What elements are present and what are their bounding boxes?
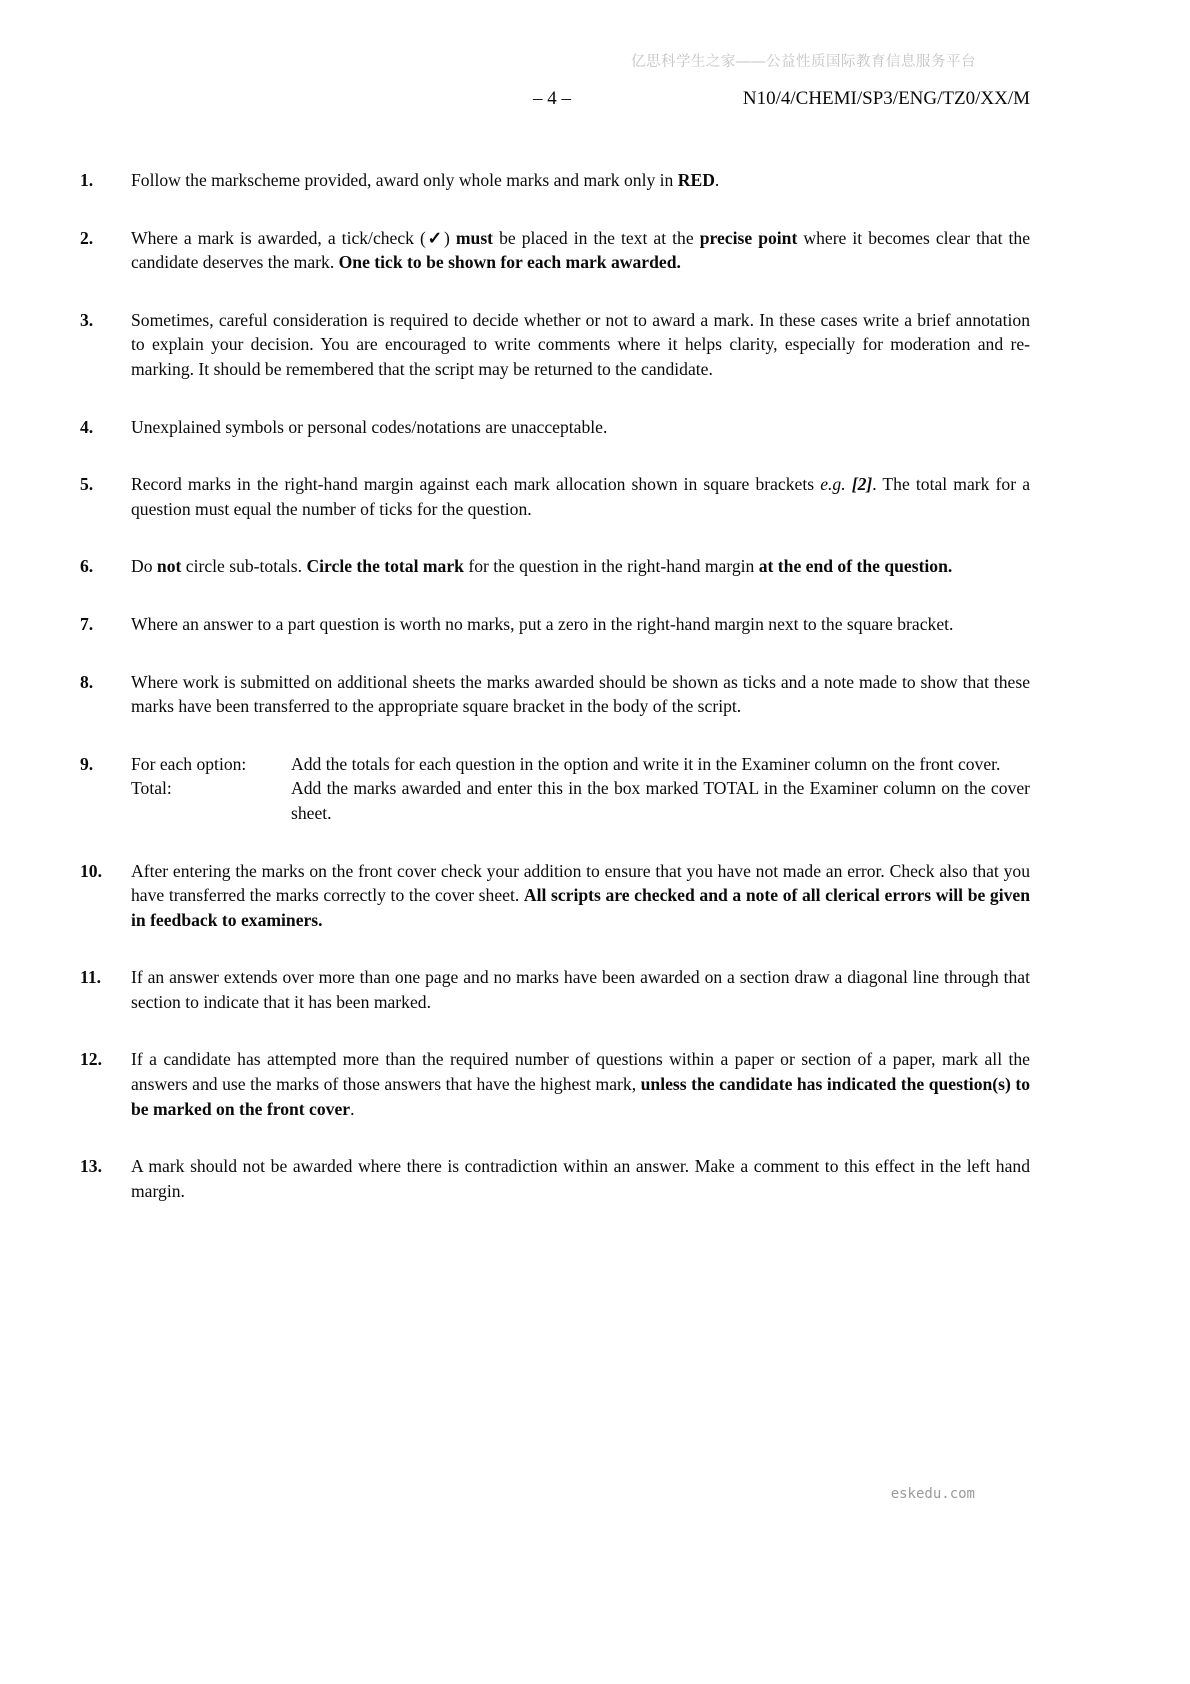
item-number: 1. — [80, 170, 94, 190]
text-segment: for the question in the right-hand margin — [463, 556, 759, 577]
instruction-item — [80, 554, 1030, 579]
instruction-item — [80, 752, 1030, 826]
text-segment: e.g. — [820, 474, 852, 495]
instruction-item — [80, 1154, 1030, 1203]
text-segment: All scripts are checked and a note of all clerical errors will be given in feedback to examiners. — [131, 885, 1030, 930]
item-text — [131, 415, 1030, 440]
item-text — [131, 168, 1030, 193]
item-number: 3. — [80, 309, 94, 330]
document-code: N10/4/CHEMI/SP3/ENG/TZ0/XX/M — [742, 88, 1030, 109]
sub-row-label: For each option: — [131, 753, 247, 774]
item-number: 8. — [80, 671, 94, 692]
text-segment: ) — [443, 227, 456, 248]
item-number: 11. — [80, 967, 102, 988]
item-number: 9. — [80, 753, 94, 774]
instructions-list — [80, 168, 1030, 1236]
instruction-item — [80, 308, 1030, 382]
text-segment: precise point — [699, 227, 798, 248]
instruction-item — [80, 168, 1030, 193]
text-segment: One tick to be shown for each mark awarded. — [338, 252, 681, 273]
instruction-item — [80, 670, 1030, 719]
item-number: 4. — [80, 416, 94, 437]
text-segment: [2] — [851, 474, 873, 495]
text-segment: . The total mark for a question must equal the number of ticks for the question. — [131, 474, 1031, 519]
text-segment: After entering the marks on the front cover check your addition to ensure that you have not made an error. Check also that you have transferred the marks correctly to the cover sheet. — [131, 860, 1030, 906]
instruction-item — [80, 1047, 1030, 1121]
instruction-item — [80, 226, 1030, 275]
item-text — [131, 612, 1030, 637]
item-text — [131, 1047, 1030, 1121]
text-segment: RED — [677, 170, 715, 190]
item-text — [131, 859, 1030, 933]
text-segment: Record marks in the right-hand margin against each mark allocation shown in square brackets — [131, 474, 821, 495]
text-segment: at the end of the question. — [758, 556, 953, 577]
labeled-sub-row — [131, 776, 1030, 825]
sub-row-label: Total: — [131, 778, 172, 799]
text-segment: Where work is submitted on additional sheets the marks awarded should be shown as ticks and a note made to show that these marks have been transferred to the appropriate square bracket in the body of the script. — [131, 671, 1030, 717]
item-number: 6. — [80, 556, 94, 577]
text-segment: circle sub-totals. — [181, 556, 307, 577]
instruction-item — [80, 859, 1030, 933]
text-segment: Circle the total mark — [306, 556, 464, 577]
text-segment: unless the candidate has indicated the question(s) to be marked on the front cover — [131, 1074, 1031, 1119]
item-text — [131, 472, 1030, 521]
text-segment: A mark should not be awarded where there is contradiction within an answer. Make a comment to this effect in the left hand margin. — [131, 1156, 1030, 1201]
sub-row-text: Add the totals for each question in the option and write it in the Examiner column on the front cover. — [291, 753, 1001, 774]
labeled-sub-row — [131, 752, 1030, 777]
text-segment: be placed in the text at the — [493, 227, 700, 248]
item-number: 13. — [80, 1156, 102, 1177]
text-segment: If an answer extends over more than one page and no marks have been awarded on a section draw a diagonal line through that section to indicate that it has been marked. — [131, 967, 1030, 1012]
text-segment: Follow the markscheme provided, award only whole marks and mark only in — [131, 170, 678, 190]
text-segment: not — [156, 556, 182, 577]
text-segment: Where an answer to a part question is worth no marks, put a zero in the right-hand margin next to the square bracket. — [131, 613, 954, 634]
watermark-text: 亿思科学生之家——公益性质国际教育信息服务平台 — [631, 54, 976, 70]
item-number: 2. — [80, 227, 94, 248]
item-number: 7. — [80, 613, 94, 634]
text-segment: Where a mark is awarded, a tick/check ( — [131, 227, 426, 248]
text-segment: Sometimes, careful consideration is required to decide whether or not to award a mark. In these cases write a brief annotation to explain your decision. You are encouraged to write comments where it helps clarity, especially for moderation and re-marking. It should be remembered that the script may be returned to the candidate. — [131, 309, 1030, 379]
instruction-item — [80, 415, 1030, 440]
item-number: 12. — [80, 1049, 102, 1070]
text-segment: must — [455, 227, 494, 248]
text-segment: If a candidate has attempted more than the required number of questions within a paper or section of a paper, mark all the answers and use the marks of those answers that have the highest mark, — [131, 1049, 1030, 1095]
item-text — [131, 670, 1030, 719]
item-text — [131, 1154, 1030, 1203]
page-number: – 4 – — [533, 88, 571, 109]
instruction-item — [80, 472, 1030, 521]
item-number: 5. — [80, 474, 94, 495]
item-text — [131, 752, 1030, 826]
text-segment: . — [350, 1098, 355, 1119]
instruction-item — [80, 965, 1030, 1014]
footer-watermark: eskedu.com — [890, 1486, 975, 1502]
text-segment: Unexplained symbols or personal codes/notations are unacceptable. — [131, 416, 608, 437]
text-segment: ✓ — [425, 227, 444, 248]
item-text — [131, 554, 1030, 579]
item-text — [131, 965, 1030, 1014]
text-segment: where it becomes clear that the candidate deserves the mark. — [131, 227, 1030, 273]
sub-row-text: Add the marks awarded and enter this in the box marked TOTAL in the Examiner column on the cover sheet. — [291, 778, 1030, 823]
item-number: 10. — [80, 860, 102, 881]
text-segment: Do — [131, 556, 157, 577]
item-text — [131, 226, 1030, 275]
instruction-item — [80, 612, 1030, 637]
item-text — [131, 308, 1030, 382]
text-segment: . — [714, 170, 720, 190]
